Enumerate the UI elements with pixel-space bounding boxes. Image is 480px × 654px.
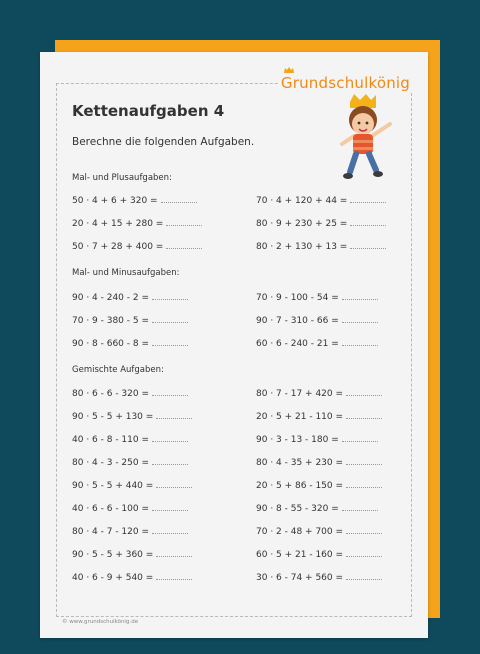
answer-line[interactable] xyxy=(156,410,192,419)
answer-line[interactable] xyxy=(152,314,188,323)
answer-line[interactable] xyxy=(152,291,188,300)
answer-line[interactable] xyxy=(346,387,382,396)
exercise-row xyxy=(72,548,192,560)
answer-line[interactable] xyxy=(161,194,197,203)
exercise-row xyxy=(72,456,188,468)
exercise-text: 40 · 6 - 6 - 100 = xyxy=(72,504,150,514)
exercise-row xyxy=(72,410,192,422)
exercise-row xyxy=(256,217,386,229)
answer-line[interactable] xyxy=(152,337,188,346)
answer-line[interactable] xyxy=(166,240,202,249)
answer-line[interactable] xyxy=(156,548,192,557)
section-label: Mal- und Minusaufgaben: xyxy=(72,268,180,278)
exercise-row xyxy=(72,479,192,491)
answer-line[interactable] xyxy=(346,456,382,465)
exercise-text: 30 · 6 - 74 + 560 = xyxy=(256,573,344,583)
instruction-text: Berechne die folgenden Aufgaben. xyxy=(72,136,255,148)
answer-line[interactable] xyxy=(342,433,378,442)
exercise-row xyxy=(72,337,188,349)
exercise-text: 20 · 5 + 21 - 110 = xyxy=(256,412,344,422)
exercise-text: 90 · 7 - 310 - 66 = xyxy=(256,316,339,326)
answer-line[interactable] xyxy=(350,240,386,249)
answer-line[interactable] xyxy=(346,410,382,419)
exercise-row xyxy=(256,314,378,326)
section-label: Gemischte Aufgaben: xyxy=(72,365,164,375)
exercise-text: 90 · 5 - 5 + 440 = xyxy=(72,481,154,491)
exercise-text: 60 · 5 + 21 - 160 = xyxy=(256,550,344,560)
worksheet-page xyxy=(40,52,428,638)
exercise-text: 50 · 4 + 6 + 320 = xyxy=(72,196,158,206)
answer-line[interactable] xyxy=(152,456,188,465)
exercise-row xyxy=(256,479,382,491)
exercise-text: 90 · 8 - 55 - 320 = xyxy=(256,504,339,514)
exercise-row xyxy=(72,571,192,583)
exercise-text: 90 · 4 - 240 - 2 = xyxy=(72,293,150,303)
exercise-text: 80 · 6 - 6 - 320 = xyxy=(72,389,150,399)
exercise-row xyxy=(256,548,382,560)
exercise-row xyxy=(72,387,188,399)
answer-line[interactable] xyxy=(342,314,378,323)
answer-line[interactable] xyxy=(350,194,386,203)
answer-line[interactable] xyxy=(152,433,188,442)
exercise-text: 80 · 7 - 17 + 420 = xyxy=(256,389,344,399)
answer-line[interactable] xyxy=(152,387,188,396)
exercise-text: 90 · 8 - 660 - 8 = xyxy=(72,339,150,349)
brand-logo xyxy=(279,74,412,92)
answer-line[interactable] xyxy=(156,571,192,580)
exercise-row xyxy=(256,291,378,303)
exercise-row xyxy=(72,194,197,206)
answer-line[interactable] xyxy=(342,337,378,346)
exercise-row xyxy=(72,525,188,537)
exercise-text: 90 · 3 - 13 - 180 = xyxy=(256,435,339,445)
exercise-text: 80 · 4 - 7 - 120 = xyxy=(72,527,150,537)
exercise-text: 80 · 2 + 130 + 13 = xyxy=(256,242,348,252)
answer-line[interactable] xyxy=(166,217,202,226)
exercise-text: 70 · 9 - 380 - 5 = xyxy=(72,316,150,326)
exercise-row xyxy=(72,502,188,514)
exercise-row xyxy=(256,456,382,468)
exercise-row xyxy=(256,525,382,537)
exercise-row xyxy=(256,502,378,514)
brand-name: Grundschulkönig xyxy=(280,74,410,92)
exercise-row xyxy=(72,240,202,252)
answer-line[interactable] xyxy=(152,525,188,534)
crown-icon xyxy=(284,67,294,73)
answer-line[interactable] xyxy=(156,479,192,488)
exercise-row xyxy=(256,571,382,583)
exercise-text: 80 · 4 - 3 - 250 = xyxy=(72,458,150,468)
answer-line[interactable] xyxy=(346,525,382,534)
footer-copyright: © www.grundschulkönig.de xyxy=(62,619,139,625)
exercise-row xyxy=(256,410,382,422)
exercise-text: 40 · 6 - 9 + 540 = xyxy=(72,573,154,583)
section-label: Mal- und Plusaufgaben: xyxy=(72,173,172,183)
answer-line[interactable] xyxy=(152,502,188,511)
exercise-text: 40 · 6 - 8 - 110 = xyxy=(72,435,150,445)
exercise-text: 20 · 4 + 15 + 280 = xyxy=(72,219,164,229)
exercise-row xyxy=(72,314,188,326)
exercise-text: 70 · 2 - 48 + 700 = xyxy=(256,527,344,537)
exercise-text: 50 · 7 + 28 + 400 = xyxy=(72,242,164,252)
exercise-text: 90 · 5 - 5 + 130 = xyxy=(72,412,154,422)
jumping-boy-illustration xyxy=(336,94,398,184)
exercise-text: 90 · 5 - 5 + 360 = xyxy=(72,550,154,560)
exercise-row xyxy=(256,194,386,206)
exercise-text: 70 · 9 - 100 - 54 = xyxy=(256,293,339,303)
exercise-text: 80 · 4 - 35 + 230 = xyxy=(256,458,344,468)
exercise-row xyxy=(256,240,386,252)
exercise-row xyxy=(72,433,188,445)
exercise-text: 70 · 4 + 120 + 44 = xyxy=(256,196,348,206)
exercise-row xyxy=(72,291,188,303)
exercise-text: 80 · 9 + 230 + 25 = xyxy=(256,219,348,229)
exercise-text: 20 · 5 + 86 - 150 = xyxy=(256,481,344,491)
answer-line[interactable] xyxy=(346,479,382,488)
exercise-row xyxy=(256,433,378,445)
exercise-row xyxy=(256,337,378,349)
answer-line[interactable] xyxy=(350,217,386,226)
exercise-row xyxy=(256,387,382,399)
page-title: Kettenaufgaben 4 xyxy=(72,102,225,120)
answer-line[interactable] xyxy=(342,502,378,511)
exercise-text: 60 · 6 - 240 - 21 = xyxy=(256,339,339,349)
exercise-row xyxy=(72,217,202,229)
answer-line[interactable] xyxy=(346,548,382,557)
answer-line[interactable] xyxy=(342,291,378,300)
answer-line[interactable] xyxy=(346,571,382,580)
